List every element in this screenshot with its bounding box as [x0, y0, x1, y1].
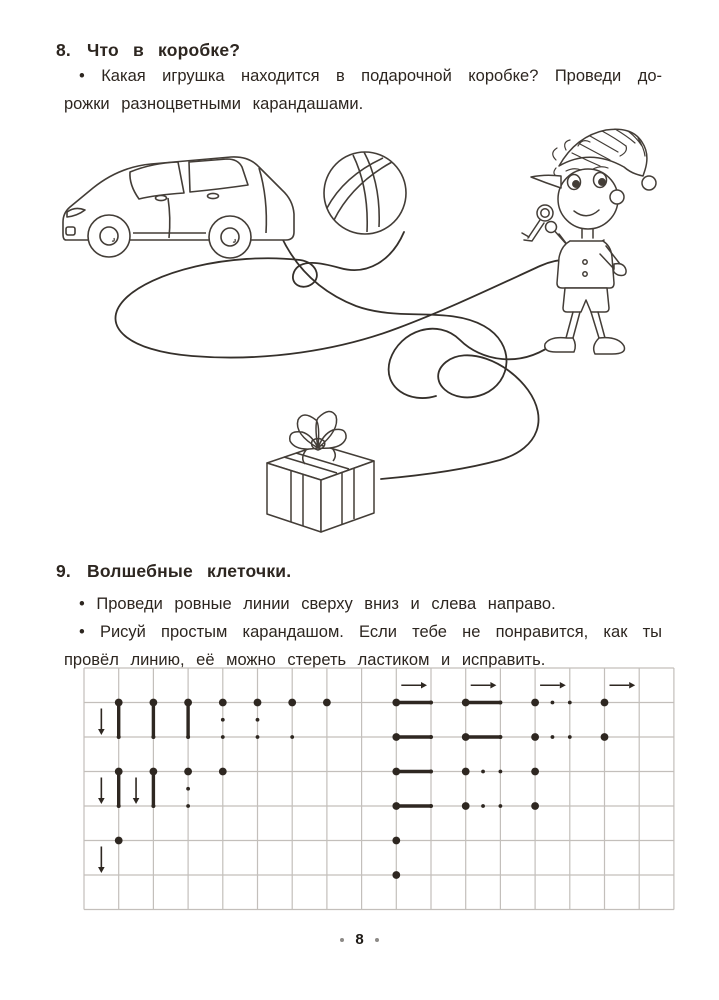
- grid-dot: [256, 718, 260, 722]
- grid-dot: [392, 802, 400, 810]
- task8-title: Что в коробке?: [87, 40, 241, 60]
- grid-dot: [392, 699, 400, 707]
- task8-number: 8.: [56, 40, 71, 60]
- grid-dot: [462, 699, 470, 707]
- grid-dot: [568, 735, 572, 739]
- right-arrow-head: [560, 682, 566, 689]
- grid-dot: [392, 837, 400, 845]
- grid-dot: [551, 735, 555, 739]
- right-arrow-head: [421, 682, 427, 689]
- grid-dot: [498, 701, 502, 705]
- grid-dot: [462, 768, 470, 776]
- grid-dot: [256, 735, 260, 739]
- grid-dot: [186, 804, 190, 808]
- text-line: • Рисуй простым карандашом. Если тебе не понравится, как ты: [79, 623, 662, 641]
- grid-dot: [219, 699, 227, 707]
- grid-dot: [117, 735, 121, 739]
- grid-dot: [219, 768, 227, 776]
- footer-dot: [340, 938, 344, 942]
- task9-title: Волшебные клеточки.: [87, 561, 292, 581]
- grid-dot: [115, 837, 123, 845]
- grid-dot: [117, 804, 121, 808]
- grid-dot: [288, 699, 296, 707]
- grid-dot: [392, 768, 400, 776]
- grid-dot: [184, 699, 192, 707]
- grid-dot: [481, 804, 485, 808]
- grid-dot: [150, 699, 158, 707]
- grid-dot: [531, 768, 539, 776]
- grid-dot: [429, 735, 433, 739]
- grid-dot: [115, 768, 123, 776]
- text-line: рожки разноцветными карандашами.: [64, 95, 364, 113]
- grid-dot: [221, 735, 225, 739]
- down-arrow-head: [98, 798, 105, 804]
- grid-dot: [151, 804, 155, 808]
- grid-dot: [498, 735, 502, 739]
- grid-dot: [531, 733, 539, 741]
- page-footer: [0, 931, 719, 948]
- right-arrow-head: [490, 682, 496, 689]
- grid-dot: [221, 718, 225, 722]
- grid-dot: [186, 787, 190, 791]
- grid-dot: [150, 768, 158, 776]
- grid-dot: [462, 733, 470, 741]
- grid-dot: [429, 804, 433, 808]
- grid-dot: [392, 871, 400, 879]
- down-arrow-head: [98, 729, 105, 735]
- grid-dot: [499, 770, 503, 774]
- grid-dot: [568, 701, 572, 705]
- grid-dot: [186, 735, 190, 739]
- grid-dot: [290, 735, 294, 739]
- grid-dot: [392, 733, 400, 741]
- task9-number: 9.: [56, 561, 71, 581]
- grid-dot: [429, 770, 433, 774]
- grid-dot: [601, 733, 609, 741]
- grid-dot: [254, 699, 262, 707]
- grid-dot: [184, 768, 192, 776]
- text-line: • Проведи ровные линии сверху вниз и слева направо.: [79, 595, 556, 613]
- grid-dot: [481, 770, 485, 774]
- grid-dot: [462, 802, 470, 810]
- grid-dot: [323, 699, 331, 707]
- text-line: провёл линию, её можно стереть ластиком и исправить.: [64, 651, 546, 669]
- right-arrow-head: [629, 682, 635, 689]
- down-arrow-head: [133, 798, 140, 804]
- text-line: • Какая игрушка находится в подарочной коробке? Проведи до-: [79, 67, 662, 85]
- grid-dot: [499, 804, 503, 808]
- grid-dot: [115, 699, 123, 707]
- grid-dot: [151, 735, 155, 739]
- grid-dot: [551, 701, 555, 705]
- grid-dot: [531, 802, 539, 810]
- grid-dot: [601, 699, 609, 707]
- grid-dot: [429, 701, 433, 705]
- down-arrow-head: [98, 867, 105, 873]
- grid-dot: [531, 699, 539, 707]
- footer-dot: [375, 938, 379, 942]
- page-number: 8: [355, 931, 364, 948]
